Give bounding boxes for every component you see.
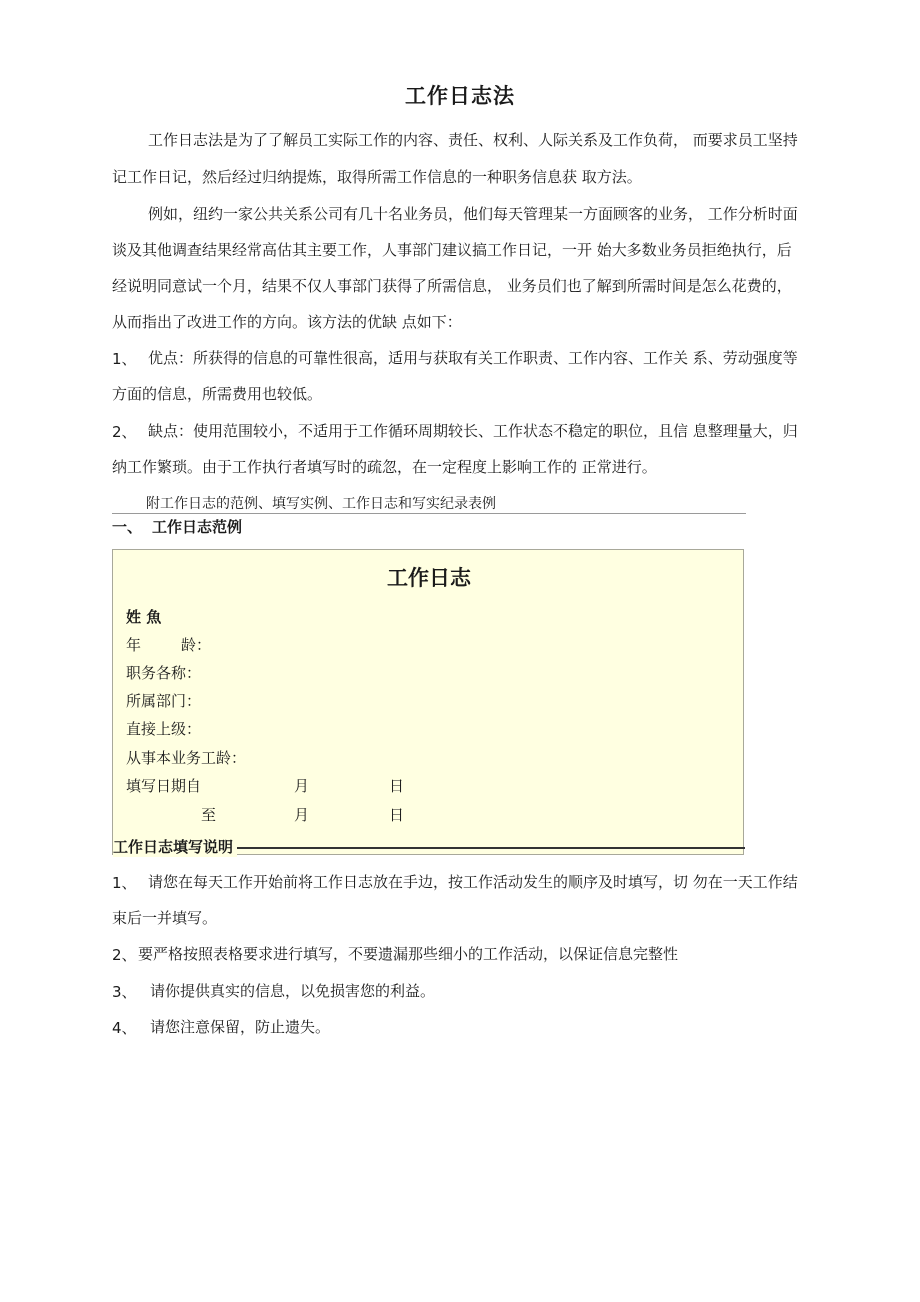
age-label-second: 龄： [181,636,212,654]
day-label: 日 [389,806,405,824]
disadvantages-line: 缺点：使用范围较小，不适用于工作循环周期较长、工作状态不稳定的职位，且信 息整理量大，归 [148,422,798,440]
instruction-line: 请你提供真实的信息，以免损害您的利益。 [150,982,436,1000]
service-years-label: 从事本业务工龄： [126,749,247,767]
footer-rule [237,847,745,849]
form-title: 工作日志 [387,566,471,590]
instruction-number: 3、 [112,983,137,1001]
work-log-form [112,549,744,855]
instruction-line: 请您在每天工作开始前将工作日志放在手边，按工作活动发生的顺序及时填写，切 勿在一天工作结 [148,873,798,891]
name-label: 姓 魚 [126,608,162,626]
department-label: 所属部门： [126,692,202,710]
advantages-line: 优点：所获得的信息的可靠性很高，适用与获取有关工作职责、工作内容、工作关 系、劳动强度等 [148,349,798,367]
disadvantages-line: 纳工作繁琐。由于工作执行者填写时的疏忽，在一定程度上影响工作的 正常进行。 [112,458,657,476]
advantages-line: 方面的信息，所需费用也较低。 [112,385,323,403]
page-title: 工作日志法 [405,84,515,108]
section-heading: 工作日志范例 [152,518,243,536]
date-to-label: 至 [201,806,217,824]
section-number: 一、 [112,518,143,536]
example-line: 经说明同意试一个月，结果不仅人事部门获得了所需信息， 业务员们也了解到所需时间是怎么花费的， [112,277,792,295]
supervisor-label: 直接上级： [126,720,202,738]
instruction-line: 请您注意保留，防止遗失。 [150,1018,331,1036]
divider [112,513,746,514]
point-number: 2、 [112,423,137,441]
example-line: 从而指出了改进工作的方向。该方法的优缺 点如下： [112,313,462,331]
point-number: 1、 [112,350,137,368]
date-from-label: 填写日期自 [126,777,202,795]
instruction-number: 2、 [112,946,137,964]
instruction-number: 4、 [112,1019,137,1037]
instruction-number: 1、 [112,874,137,892]
example-line: 谈及其他调查结果经常高估其主要工作，人事部门建议搞工作日记，一开 始大多数业务员拒绝执行，后 [112,241,792,259]
intro-line: 工作日志法是为了了解员工实际工作的内容、责任、权利、人际关系及工作负荷， 而要求员工坚持 [148,131,798,149]
age-label-first: 年 [126,636,142,654]
instructions-heading: 工作日志填写说明 [113,836,237,857]
month-label: 月 [294,806,310,824]
example-line: 例如，纽约一家公共关系公司有几十名业务员，他们每天管理某一方面顾客的业务， 工作分析时面 [148,205,798,223]
day-label: 日 [389,777,405,795]
instruction-line: 要严格按照表格要求进行填写，不要遗漏那些细小的工作活动，以保证信息完整性 [138,945,679,963]
appendix-note: 附工作日志的范例、填写实例、工作日志和写实纪录表例 [146,496,496,512]
position-label: 职务各称： [126,664,202,682]
instruction-line: 束后一并填写。 [112,909,218,927]
form-footer [113,833,745,855]
intro-line: 记工作日记，然后经过归纳提炼，取得所需工作信息的一种职务信息获 取方法。 [112,168,642,186]
month-label: 月 [294,777,310,795]
